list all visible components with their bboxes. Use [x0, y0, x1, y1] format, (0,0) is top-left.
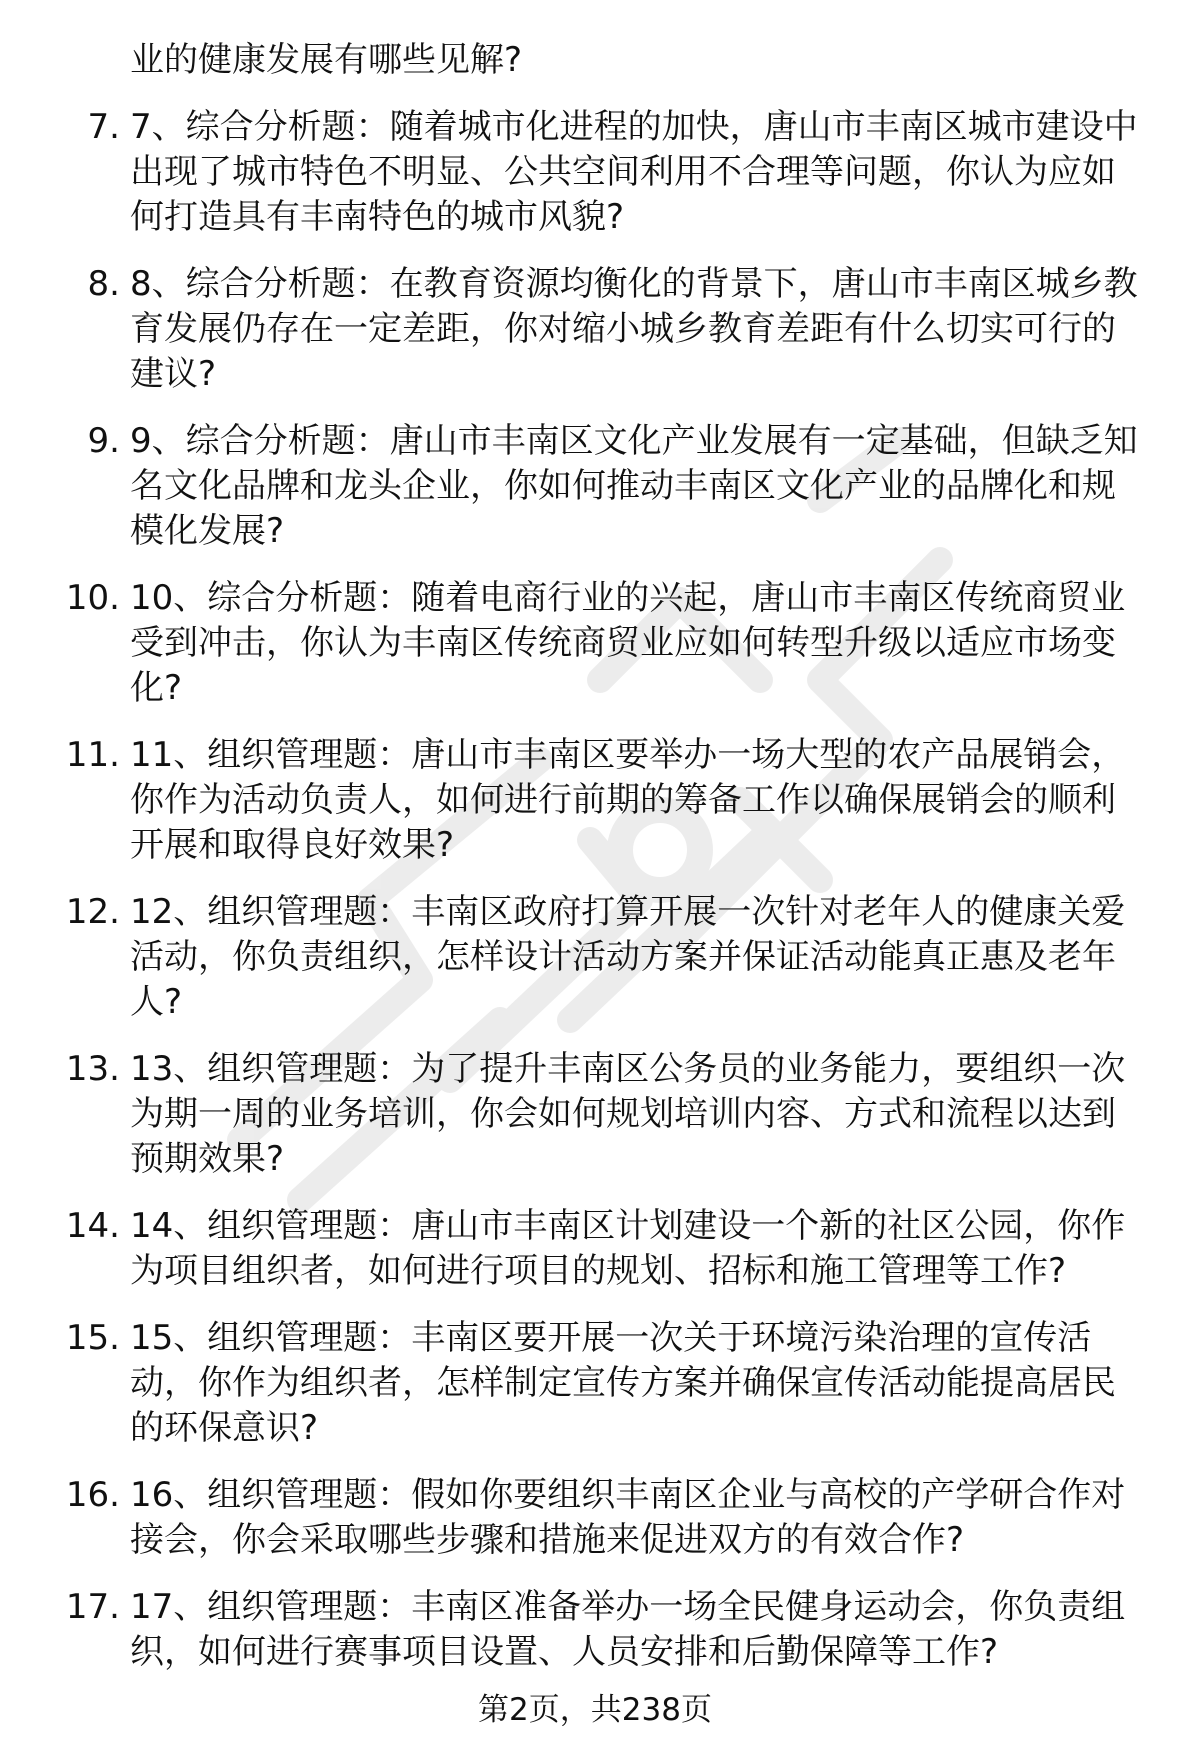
item-text: 14、组织管理题：唐山市丰南区计划建设一个新的社区公园，你作为项目组织者，如何进行项目的规划、招标和施工管理等工作? [130, 1206, 1126, 1291]
item-number: 7. [87, 107, 120, 147]
item-number: 16. [65, 1475, 120, 1515]
item-number: 9. [87, 421, 120, 461]
continuation-text: 业的健康发展有哪些见解? [130, 40, 523, 80]
item-number: 10. [65, 578, 120, 618]
item-text: 12、组织管理题：丰南区政府打算开展一次针对老年人的健康关爱活动，你负责组织，怎样设计活动方案并保证活动能真正惠及老年人? [130, 892, 1126, 1022]
item-number: 11. [65, 735, 120, 775]
item-text: 13、组织管理题：为了提升丰南区公务员的业务能力，要组织一次为期一周的业务培训，你会如何规划培训内容、方式和流程以达到预期效果? [130, 1049, 1126, 1179]
item-text: 17、组织管理题：丰南区准备举办一场全民健身运动会，你负责组织，如何进行赛事项目设置、人员安排和后勤保障等工作? [130, 1587, 1126, 1672]
item-number: 14. [65, 1206, 120, 1246]
list-item [58, 262, 1148, 397]
list-item [58, 419, 1148, 554]
item-text: 10、综合分析题：随着电商行业的兴起，唐山市丰南区传统商贸业受到冲击，你认为丰南区传统商贸业应如何转型升级以适应市场变化? [130, 578, 1126, 708]
list-item [58, 1585, 1148, 1675]
item-number: 13. [65, 1049, 120, 1089]
item-text: 9、综合分析题：唐山市丰南区文化产业发展有一定基础，但缺乏知名文化品牌和龙头企业，你如何推动丰南区文化产业的品牌化和规模化发展? [130, 421, 1138, 551]
list-item [58, 105, 1148, 240]
list-item [58, 576, 1148, 711]
item-text: 7、综合分析题：随着城市化进程的加快，唐山市丰南区城市建设中出现了城市特色不明显、公共空间利用不合理等问题，你认为应如何打造具有丰南特色的城市风貌? [130, 107, 1138, 237]
list-item [58, 1047, 1148, 1182]
item-number: 17. [65, 1587, 120, 1627]
item-text: 15、组织管理题：丰南区要开展一次关于环境污染治理的宣传活动，你作为组织者，怎样制定宣传方案并确保宣传活动能提高居民的环保意识? [130, 1318, 1116, 1448]
item-number: 15. [65, 1318, 120, 1358]
item-text: 8、综合分析题：在教育资源均衡化的背景下，唐山市丰南区城乡教育发展仍存在一定差距，你对缩小城乡教育差距有什么切实可行的建议? [130, 264, 1138, 394]
list-item [58, 1204, 1148, 1294]
item-text: 16、组织管理题：假如你要组织丰南区企业与高校的产学研合作对接会，你会采取哪些步骤和措施来促进双方的有效合作? [130, 1475, 1126, 1560]
list-item [58, 890, 1148, 1025]
item-number: 12. [65, 892, 120, 932]
list-item [58, 733, 1148, 868]
list-item [58, 1473, 1148, 1563]
item-number: 8. [87, 264, 120, 304]
list-item [58, 1316, 1148, 1451]
question-list [58, 38, 1148, 1697]
page-footer: 第2页，共238页 [478, 1692, 712, 1728]
item-text: 11、组织管理题：唐山市丰南区要举办一场大型的农产品展销会，你作为活动负责人，如何进行前期的筹备工作以确保展销会的顺利开展和取得良好效果? [130, 735, 1126, 865]
